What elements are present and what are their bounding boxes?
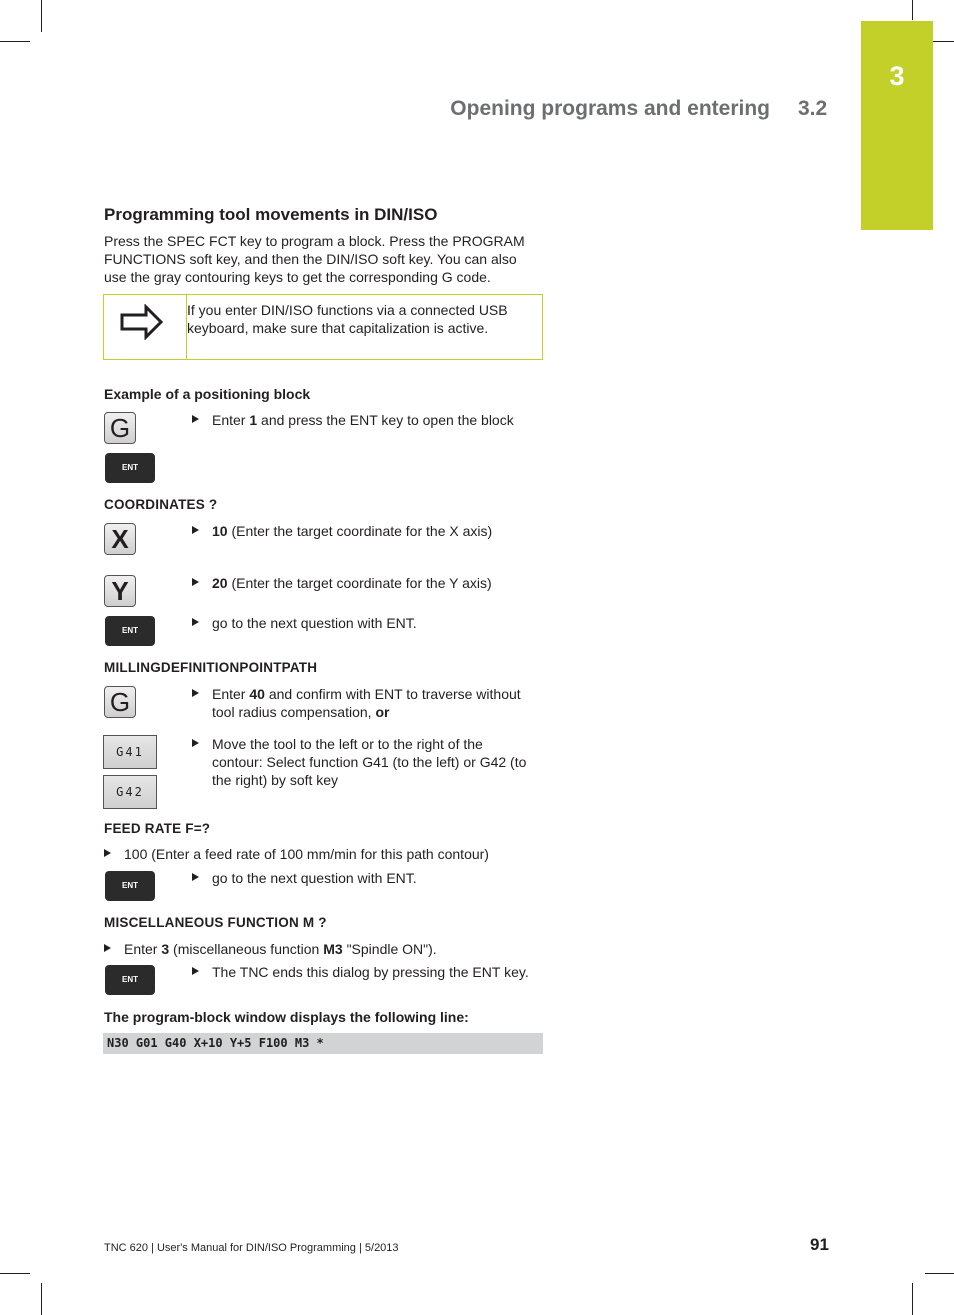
coordinates-heading: COORDINATES ? <box>104 497 218 512</box>
bullet-triangle-icon <box>192 739 199 747</box>
result-heading: The program-block window displays the following line: <box>104 1009 469 1025</box>
step-enter-40 <box>192 685 544 721</box>
footer-text: TNC 620 | User's Manual for DIN/ISO Programming | 5/2013 <box>104 1242 399 1254</box>
running-header-section-number: 3.2 <box>798 97 828 120</box>
ent-key: ENT <box>105 965 155 995</box>
step-text: The TNC ends this dialog by pressing the ENT key. <box>212 964 529 980</box>
step-move-tool <box>192 735 544 789</box>
g41-softkey: G41 <box>103 735 157 769</box>
ent-key: ENT <box>105 616 155 646</box>
example-heading: Example of a positioning block <box>104 386 311 402</box>
arrow-right-icon <box>120 304 164 340</box>
note-text <box>187 301 532 337</box>
chapter-number: 3 <box>889 61 905 91</box>
running-header-title: Opening programs and entering <box>450 97 770 120</box>
milling-heading: MILLINGDEFINITIONPOINTPATH <box>104 660 318 675</box>
note-box <box>103 294 543 360</box>
step-text: and confirm with ENT to traverse without <box>264 686 521 702</box>
step-line: the right) by soft key <box>212 772 339 788</box>
bullet-triangle-icon <box>192 689 199 697</box>
step-text: and press the ENT key to open the block <box>257 412 514 428</box>
feed-heading: FEED RATE F=? <box>104 821 211 836</box>
page-number: 91 <box>810 1235 829 1254</box>
intro-paragraph <box>104 232 544 286</box>
g42-softkey: G42 <box>103 775 157 809</box>
step-text: Enter <box>124 941 162 957</box>
g-key: G <box>104 412 136 444</box>
g-key: G <box>104 686 136 718</box>
bullet-triangle-icon <box>192 873 199 881</box>
crop-mark <box>912 0 913 20</box>
bullet-triangle-icon <box>192 618 199 626</box>
bullet-triangle-icon <box>192 967 199 975</box>
step-line: contour: Select function G41 (to the left) or G42 (to <box>212 754 527 770</box>
code-line: N30 G01 G40 X+10 Y+5 F100 M3 * <box>107 1036 324 1050</box>
intro-line: use the gray contouring keys to get the corresponding G code. <box>104 269 491 285</box>
crop-mark <box>0 41 30 42</box>
bullet-triangle-icon <box>104 849 111 857</box>
x-key: X <box>104 523 136 555</box>
step-text: go to the next question with ENT. <box>212 870 417 886</box>
crop-mark <box>912 1283 913 1315</box>
bullet-triangle-icon <box>192 415 199 423</box>
crop-mark <box>41 1283 42 1315</box>
step-text: (Enter the target coordinate for the Y axis) <box>227 575 492 591</box>
step-text: Enter <box>212 412 250 428</box>
note-line: keyboard, make sure that capitalization is active. <box>187 320 489 336</box>
step-bold-value: 3 <box>161 941 170 957</box>
intro-line: Press the SPEC FCT key to program a block. Press the PROGRAM <box>104 233 525 249</box>
misc-heading: MISCELLANEOUS FUNCTION M ? <box>104 915 327 930</box>
step-bold-value: M3 <box>323 941 343 957</box>
section-title: Programming tool movements in DIN/ISO <box>104 205 438 224</box>
step-bold-value: 20 <box>212 575 228 591</box>
note-line: If you enter DIN/ISO functions via a connected USB <box>187 302 508 318</box>
crop-mark <box>925 1273 954 1274</box>
step-text: "Spindle ON"). <box>342 941 437 957</box>
step-text: (miscellaneous function <box>169 941 324 957</box>
ent-key: ENT <box>105 453 155 483</box>
ent-key: ENT <box>105 871 155 901</box>
crop-mark <box>0 1273 30 1274</box>
step-text: tool radius compensation, <box>212 704 376 720</box>
step-line: Move the tool to the left or to the right of the <box>212 736 483 752</box>
step-text: Enter <box>212 686 250 702</box>
step-text: 100 (Enter a feed rate of 100 mm/min for this path contour) <box>124 846 489 862</box>
y-key: Y <box>104 575 136 607</box>
bullet-triangle-icon <box>104 944 111 952</box>
step-bold-value: or <box>375 704 390 720</box>
crop-mark <box>41 0 42 32</box>
step-bold-value: 1 <box>249 412 258 428</box>
chapter-tab <box>861 21 933 230</box>
bullet-triangle-icon <box>192 578 199 586</box>
intro-line: FUNCTIONS soft key, and then the DIN/ISO soft key. You can also <box>104 251 517 267</box>
step-bold-value: 10 <box>212 523 228 539</box>
step-bold-value: 40 <box>249 686 265 702</box>
step-text: (Enter the target coordinate for the X axis) <box>227 523 493 539</box>
bullet-triangle-icon <box>192 526 199 534</box>
step-text: go to the next question with ENT. <box>212 615 417 631</box>
code-line-box <box>103 1033 543 1054</box>
